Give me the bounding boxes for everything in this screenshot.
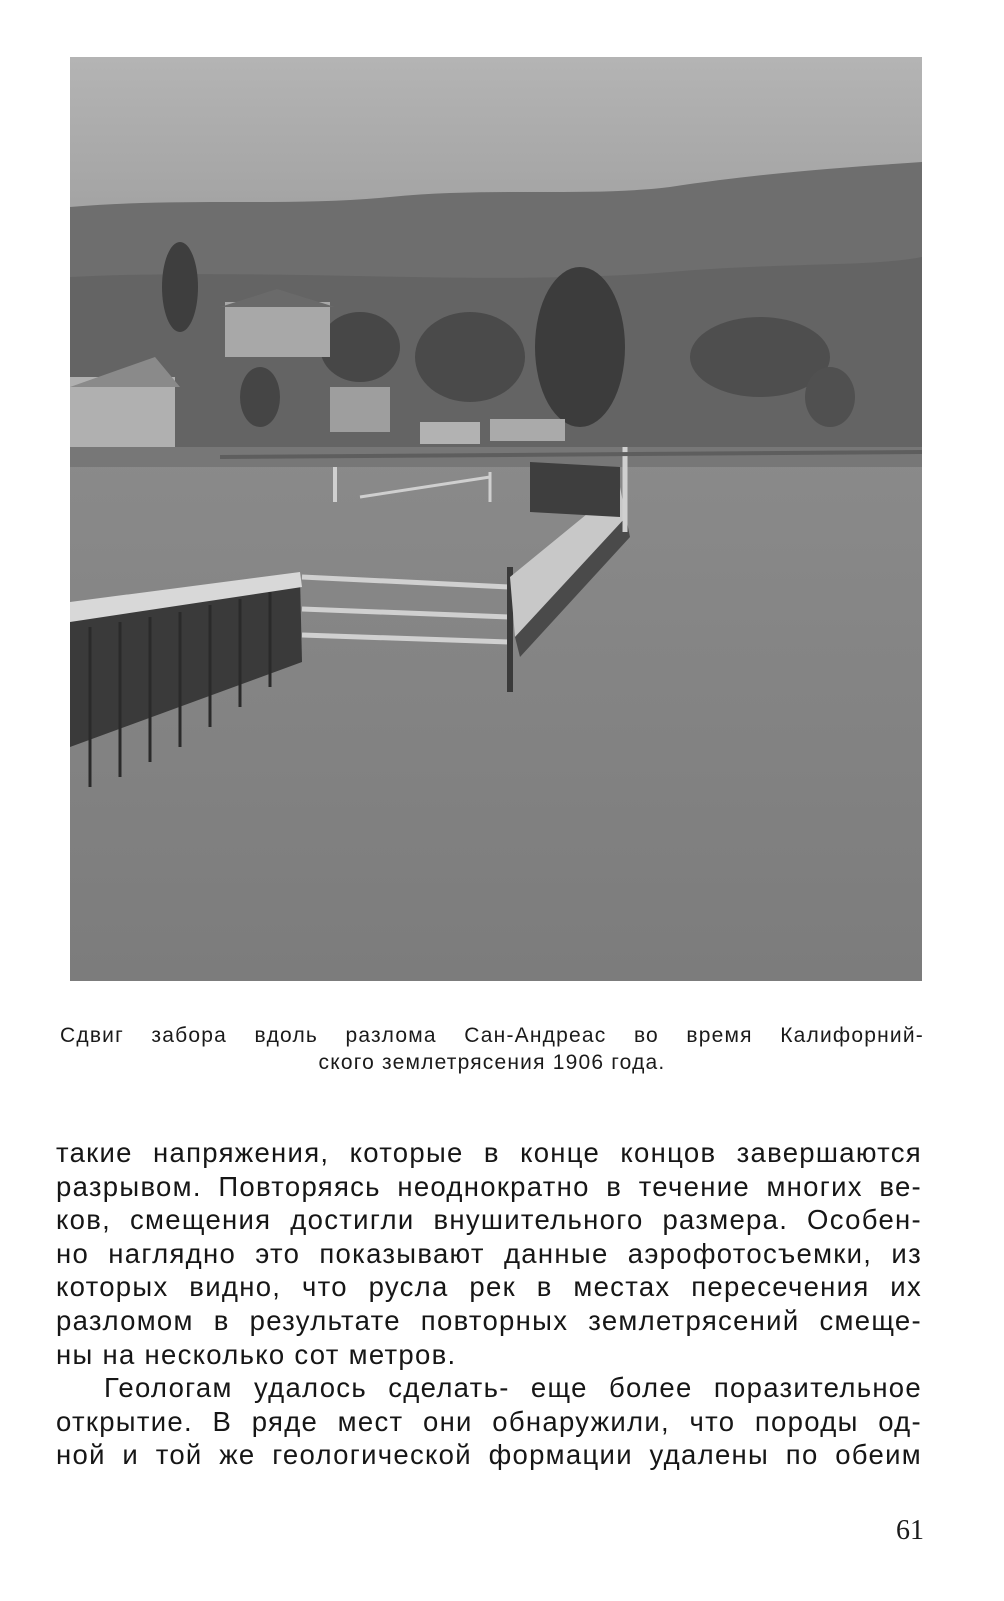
- paragraph-start-line: Геологам удалось сделать- еще более поразительное: [104, 1372, 922, 1404]
- text-line: разломом в результате повторных землетрясений смеще-: [56, 1304, 922, 1336]
- text-line: ны на несколько сот метров.: [56, 1338, 457, 1370]
- caption-line: ского землетрясения 1906 года.: [318, 1051, 666, 1074]
- text-line: но наглядно это показывают данные аэрофотосъемки, из: [56, 1237, 922, 1269]
- caption-line: Сдвиг забора вдоль разлома Сан-Андреас во время Калифорний-: [60, 1024, 924, 1047]
- text-line: которых видно, что русла рек в местах пересечения их: [56, 1271, 922, 1303]
- fence-photograph: [70, 57, 922, 981]
- text-line: такие напряжения, которые в конце концов завершаются: [56, 1137, 922, 1168]
- text-line: ков, смещения достигли внушительного размера. Особен-: [56, 1204, 922, 1236]
- text-line: открытие. В ряде мест они обнаружили, что породы од-: [56, 1405, 922, 1437]
- text-line: разрывом. Повторяясь неоднократно в течение многих ве-: [56, 1170, 922, 1202]
- page-number: 61: [896, 1515, 924, 1546]
- photo-illustration: [70, 57, 922, 981]
- body-text: [56, 1136, 922, 1472]
- text-line: ной и той же геологической формации удалены по обеим: [56, 1439, 922, 1471]
- photo-caption: [60, 1022, 924, 1076]
